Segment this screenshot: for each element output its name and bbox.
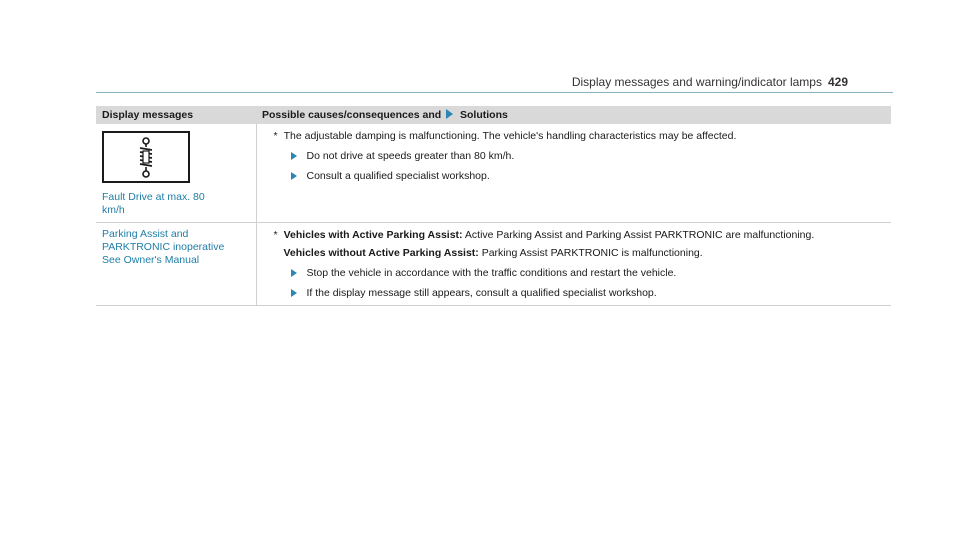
message-cell <box>96 124 256 223</box>
page-number: 429 <box>827 75 848 89</box>
col-header-causes-text: Possible causes/consequences and <box>262 109 442 121</box>
arrow-right-icon <box>291 269 297 277</box>
damping-spring-icon <box>102 131 190 183</box>
message-line: See Owner's Manual <box>102 254 200 266</box>
table-row <box>96 223 891 306</box>
arrow-right-icon <box>291 289 297 297</box>
col-header-solutions-text: Solutions <box>460 109 508 121</box>
solution-item: If the display message still appears, consult a qualified specialist workshop. <box>274 286 886 300</box>
causes-cell <box>256 223 891 306</box>
arrow-right-icon <box>291 172 297 180</box>
message-line: Fault Drive at max. 80 <box>102 191 205 203</box>
cause-text: * Vehicles with Active Parking Assist: Active Parking Assist and Parking Assist PARKTRONIC are malfunctioning. <box>273 229 815 241</box>
message-line: km/h <box>102 204 125 216</box>
table-header-row <box>96 106 891 124</box>
solution-item: Consult a qualified specialist workshop. <box>274 169 886 183</box>
cause-text: Vehicles without Active Parking Assist: Parking Assist PARKTRONIC is malfunctioning. <box>283 247 703 259</box>
col-header-messages: Display messages <box>96 106 256 124</box>
message-line: PARKTRONIC inoperative <box>102 241 225 253</box>
header-rule <box>96 92 893 93</box>
page-header <box>572 75 848 89</box>
arrow-right-icon <box>446 109 453 119</box>
causes-cell <box>256 124 891 223</box>
message-cell <box>96 223 256 306</box>
header-title: Display messages and warning/indicator lamps <box>571 75 822 89</box>
col-header-causes <box>256 106 891 124</box>
display-messages-table <box>96 106 891 306</box>
table-row <box>96 124 891 223</box>
message-line: Parking Assist and <box>102 228 189 240</box>
arrow-right-icon <box>291 152 297 160</box>
solution-item: Do not drive at speeds greater than 80 km/h. <box>274 149 886 163</box>
solution-item: Stop the vehicle in accordance with the traffic conditions and restart the vehicle. <box>274 266 886 280</box>
cause-text: * The adjustable damping is malfunctioning. The vehicle's handling characteristics may be affected. <box>273 130 737 142</box>
